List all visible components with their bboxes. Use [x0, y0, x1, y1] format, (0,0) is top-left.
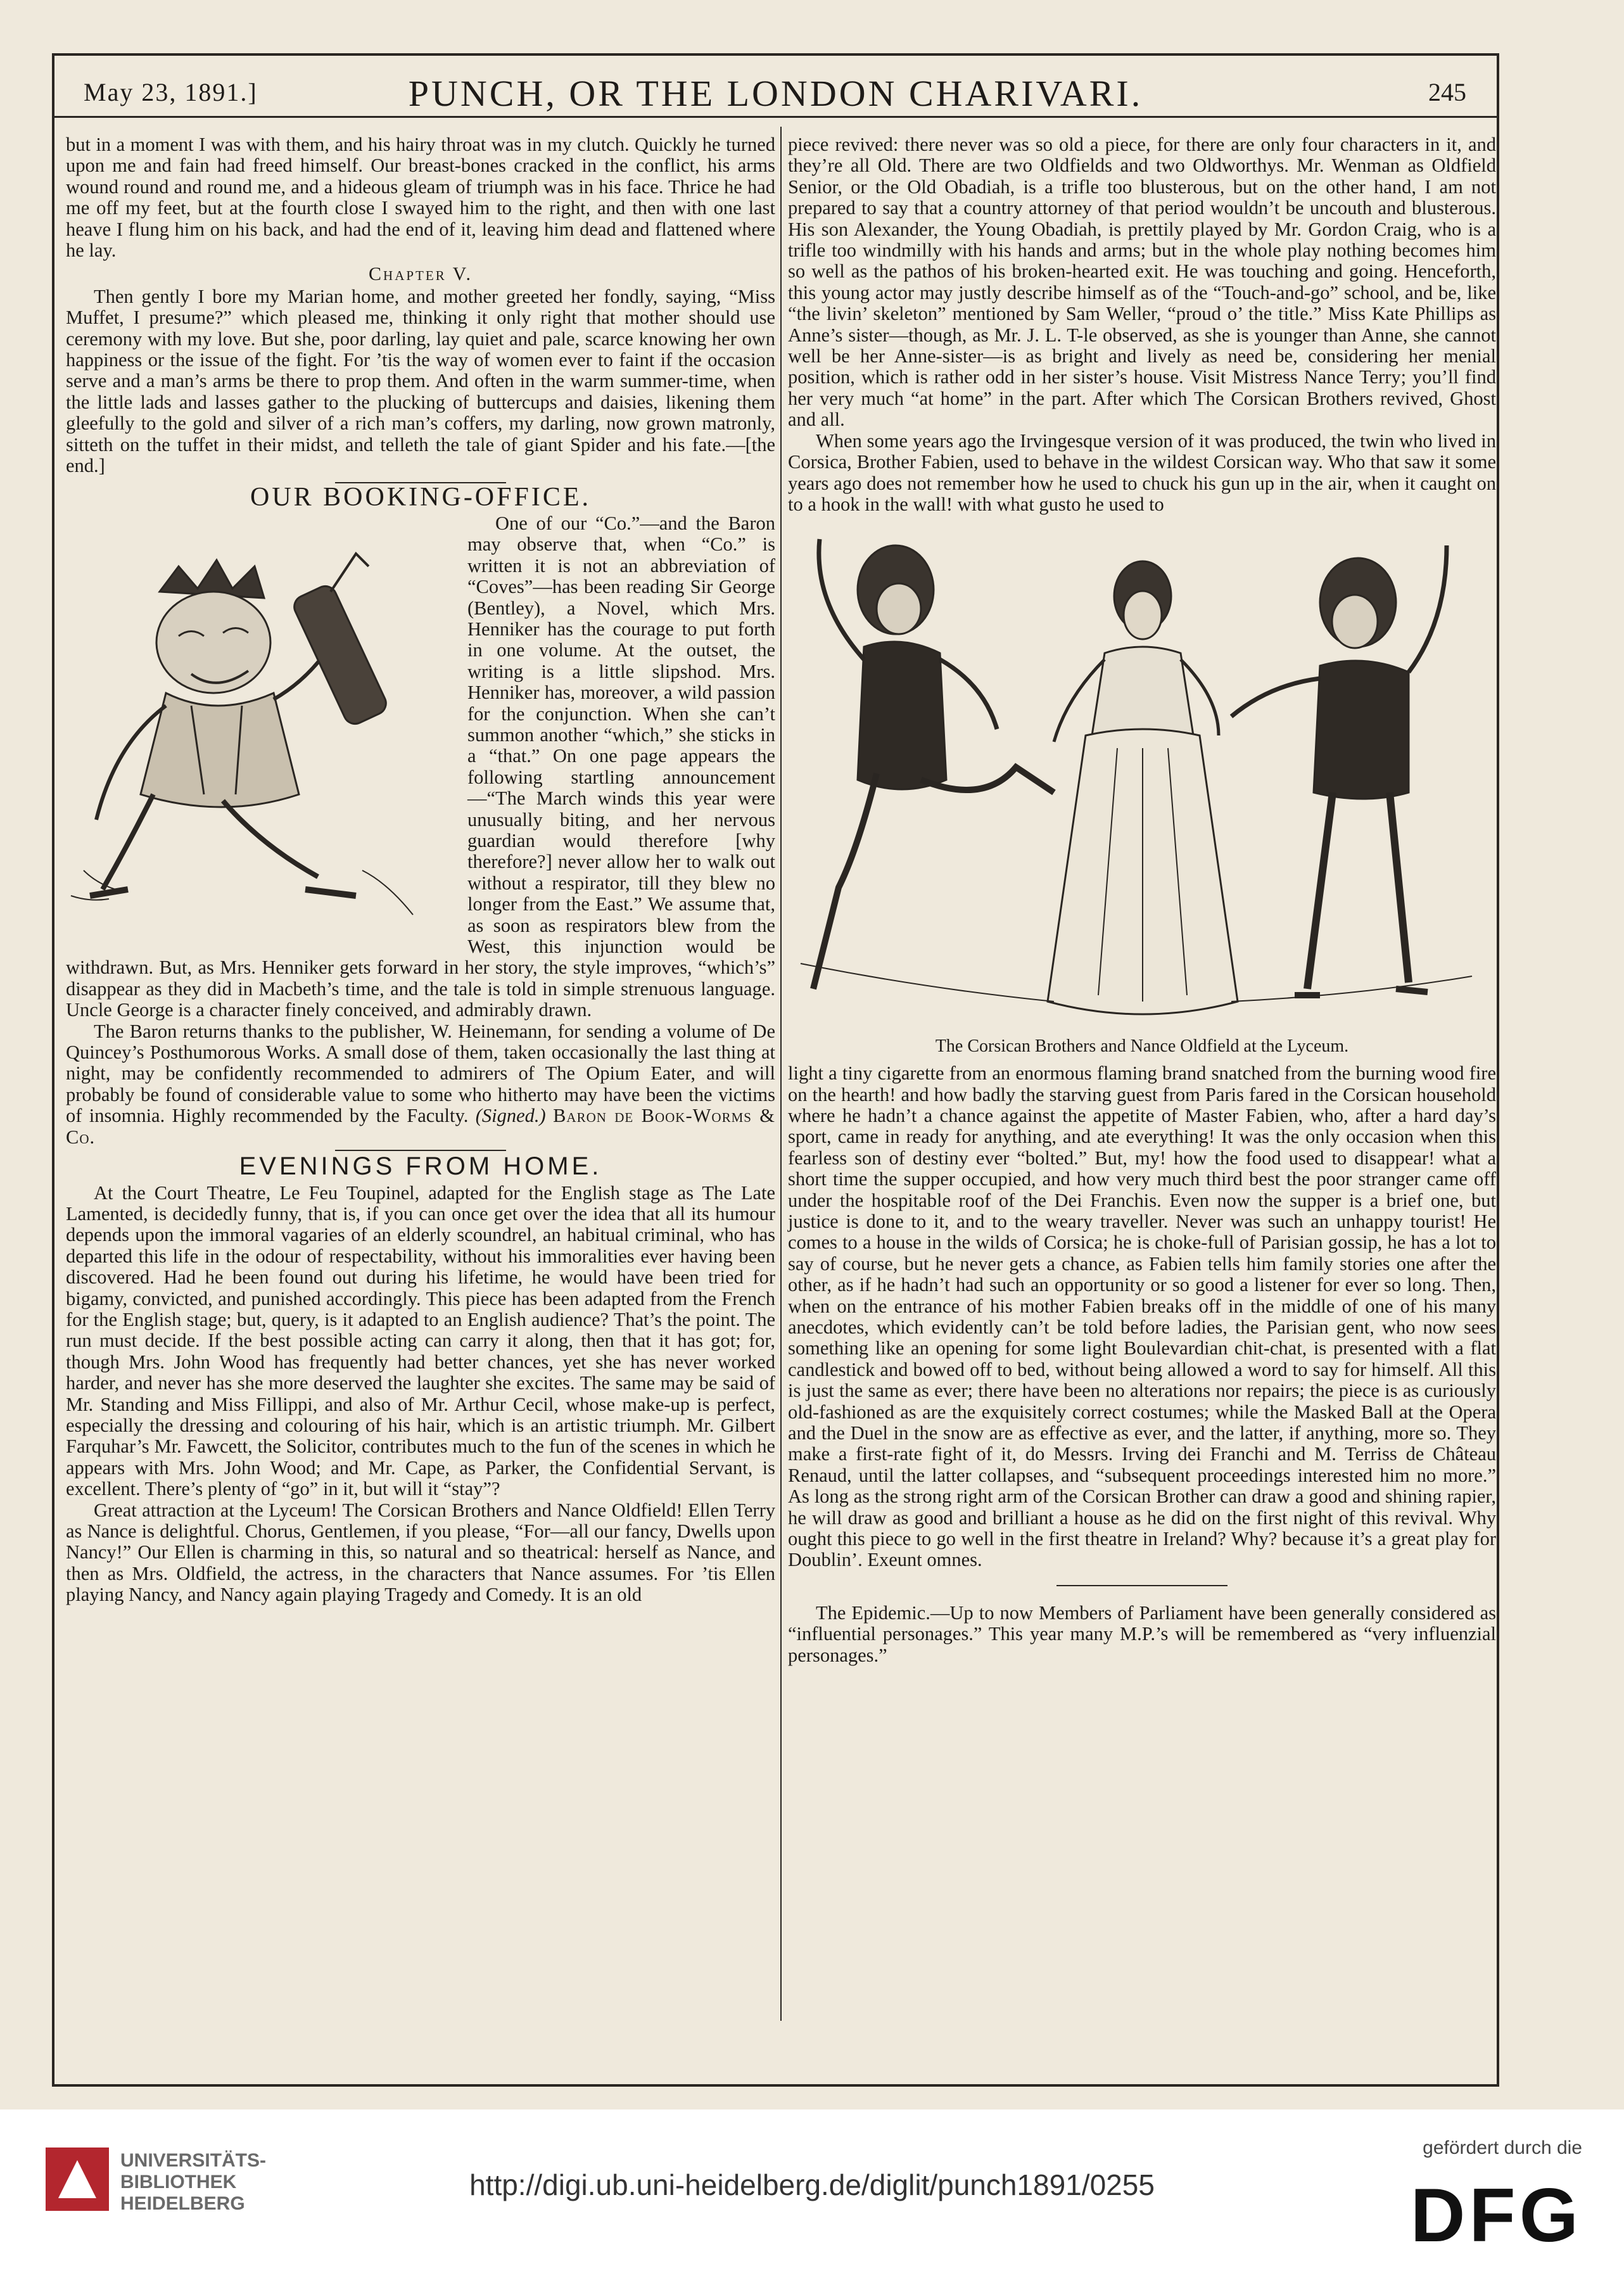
- section-rule: [1056, 1585, 1228, 1586]
- signed-label: (Signed.): [475, 1105, 546, 1127]
- evenings-heading: EVENINGS FROM HOME.: [239, 1152, 602, 1181]
- right-column: [788, 134, 1496, 1666]
- review-continuation: piece revived: there never was so old a piece, for there are only four characters in it, and they’re all Old. There are two Oldfields and two Oldworthys. Mr. Wenman as Oldfield Senior, or the Old Obadiah, is a trifle too blusterous, but on the other hand, I am not prepared to say that a country attorney of that period wouldn’t be uncouth and blusterous. His son Alexander, the Young Obadiah, is prettily played by Mr. Gordon Craig, who is a trifle too windmilly with his hands and arms; but in the whole play nothing becomes him so well as the pathos of his broken-hearted exit. He was touching and going. Henceforth, this young actor may justly describe himself as of the “Touch-and-go” school, and be, like “the livin’ skeleton” mentioned by Sam Weller, “proud o’ the title.” Miss Kate Phillips as Anne’s sister—though, as Mr. J. L. T-le observed, as she is younger than Anne, she cannot well be her Anne-sister—is as bright and lively as need be, considering her menial position, which is rather odd in her sister’s house. Visit Mistress Nance Terry; you’ll find her very much “at home” in the part. After which The Corsican Brothers revived, Ghost and all.: [788, 134, 1496, 431]
- corsican-paragraph: When some years ago the Irvingesque version of it was produced, the twin who lived in Corsica, Brother Fabien, used to behave in the wildest Corsican way. Who that saw it some years ago does not remember how he used to chuck his gun up in the air, when it caught on to a hook in the wall! with what gusto he used to: [788, 430, 1496, 515]
- lyceum-paragraph: Great attraction at the Lyceum! The Corsican Brothers and Nance Oldfield! Ellen Terry as Nance is delightful. Chorus, Gentlemen, if you please, “For—all our fancy, Dwells upon Nancy!” Our Ellen is charming in this, so natural and so theatrical: herself as Nance, and then as Mrs. Oldfield, the actress, in the characters that Nance assumes. For ’tis Ellen playing Nancy, and Nancy again playing Tragedy and Comedy. It is an old: [66, 1499, 775, 1606]
- corsican-brothers-illustration: [788, 520, 1491, 1027]
- section-rule: [335, 1150, 506, 1151]
- page-number: 245: [1428, 78, 1466, 106]
- dfg-logo-icon: DFG: [1410, 2173, 1582, 2258]
- corsican-continuation: light a tiny cigarette from an enormous flaming brand snatched from the burning wood fire on the hearth! and how badly the starving guest from Paris fared in the Corsican household where he hadn’t a chance against the appetite of Master Fabien, who, after a hard day’s sport, came in ready for anything, and ate everything! It was the only occasion when this fearless son of destiny ever “bolted.” But, my! how the food used to disappear! what a short time the supper occupied, and how very much third best the poor stranger came off under the hospitable roof of the Dei Franchis. Even now the supper is a brief one, but justice is done to it, and to the weary traveller. Never was such an unhappy tourist! He comes to a house in the wilds of Corsica; he is choke-full of Parisian gossip, he has a lot to say of course, but he never gets a chance, as Fabien tells him family stories one after the other, as if he hadn’t had such an opportunity or so good a listener for ever so long. Then, when on the entrance of his mother Fabien breaks off in the middle of one of his many anecdotes, which evidently can’t be told before ladies, the Parisian gent, who now sees something like an opening for some light Boulevardian chit-chat, is presented with a flat candlestick and bowed off to bed, without being allowed a word to say for himself. All this is just the same as ever; there have been no alterations nor repairs; the piece is as curiously old-fashioned as are the exquisitely correct costumes; while the Masked Ball at the Opera and the Duel in the snow are as effective as ever, and the latter, if anything, more so. They make a first-rate fight of it, do Messrs. Irving dei Franchi and M. Terriss de Château Renaud, until the latter collapses, and “subsequent proceedings interested him no more.” As long as the strong right arm of the Corsican Brother can draw a good and shining rapier, he will draw as good and brilliant a house as he did on the first night of this revival. Why ought this piece to go well in the first theatre in Ireland? Why? because it’s a great play for Doublin’. Exeunt omnes.: [788, 1062, 1496, 1571]
- baron-illustration: [65, 516, 457, 934]
- left-column: [66, 134, 775, 1606]
- source-url[interactable]: http://digi.ub.uni-heidelberg.de/diglit/punch1891/0255: [469, 2168, 1155, 2201]
- court-theatre-paragraph: At the Court Theatre, Le Feu Toupinel, adapted for the English stage as The Late Lamented, is decidedly funny, that is, if you can once get over the idea that all its humour depends upon the immoral vagaries of an elderly scoundrel, an habitual criminal, who has departed this life in the odour of respectability, without his immoralities ever having been discovered. Had he been found out during his lifetime, he would have been tried for bigamy, convicted, and punished accordingly. This piece has been adapted from the French for the English stage; but, query, is it adapted to an English audience? That’s the point. The run must decide. If the best possible acting can carry it along, then that it has got; for, though Mrs. John Wood has frequently had better chances, yet she has never worked harder, and never has she more deserved the laughter she excites. The same may be said of Mr. Standing and Miss Fillippi, and also of Mr. Arthur Cecil, whose make-up is perfect, especially the dressing and colouring of his hair, which is an artistic triumph. Mr. Gilbert Farquhar’s Mr. Fawcett, the Solicitor, contributes much to the fun of the scenes in which he appears with Mrs. John Wood; and Mr. Cape, as Parker, the Confidential Servant, is excellent. There’s plenty of “go” in it, but will it “stay”?: [66, 1181, 775, 1500]
- booking-office-heading: OUR BOOKING-OFFICE.: [250, 482, 592, 512]
- library-name-line-1: UNIVERSITÄTS-: [120, 2150, 267, 2171]
- baron-signature: Baron de Book-Worms & Co.: [66, 1105, 776, 1148]
- booking-thanks-text: The Baron returns thanks to the publisher, W. Heinemann, for sending a volume of De Quincey’s Posthumorous Works. A small dose of them, taken occasionally the last thing at night, may be confidently recommended to admirers of The Opium Eater, and will probably be found of considerable value to some who hitherto may have been the victims of insomnia. Highly recommended by the Faculty.: [66, 1020, 775, 1127]
- booking-thanks-paragraph: [66, 1021, 775, 1148]
- column-divider: [780, 127, 782, 2021]
- masthead-title: PUNCH, OR THE LONDON CHARIVARI.: [408, 73, 1143, 114]
- story-continuation: but in a moment I was with them, and his hairy throat was in my clutch. Quickly he turned upon me and fain had freed himself. Our breast-bones cracked in the conflict, his arms wound round and round me, and a hideous gleam of triumph was in his face. Thrice he had me off my feet, but at the fourth close I swayed him to the right, and then with one last heave I flung him on his back, and had the end of it, leaving him dead and flattened where he lay.: [66, 134, 775, 262]
- digitization-footer: [0, 2109, 1624, 2278]
- story-paragraph: Then gently I bore my Marian home, and mother greeted her fondly, saying, “Miss Muffet, I presume?” which pleased me, thinking it only right that mother should use ceremony with my love. But she, poor darling, lay quiet and pale, scarce knowing her own happiness or the issue of the fight. For ’tis the way of women ever to faint if the occasion serve and a man’s arms be there to prop them. And often in the warm summer-time, when the little lads and lasses gather to the plucking of buttercups and daisies, likening them gleefully to the gold and silver of a rich man’s coffers, my darling, now grown matronly, sitteth on the tuffet in their midst, and telleth the tale of giant Spider and his fate.—[the end.]: [66, 285, 775, 477]
- booking-review-paragraph: One of our “Co.”—and the Baron may observe that, when “Co.” is written it is not an abbreviation of “Coves”—has been reading Sir George (Bentley), a Novel, which Mrs. Henniker has the courage to put forth in one volume. At the outset, the writing is a little slipshod. Mrs. Henniker has, moreover, a wild passion for the conjunction. When she can’t summon another “which,” she sticks in a “that.” On one page appears the following startling announcement —“The March winds this year were unusually biting, and her nervous guardian would therefore [why therefore?] never allow her to walk out without a respirator, till they blew no longer from the East.” We assume that, as soon as respirators blew from the West, this injunction would be withdrawn. But, as Mrs. Henniker gets forward in her story, the style improves, “which’s” disappear as they did in Macbeth’s time, and the tale is told in simple strenuous language. Uncle George is a character finely conceived, and admirably drawn.: [66, 512, 775, 1021]
- page-header: [52, 68, 1499, 118]
- illustration-caption: The Corsican Brothers and Nance Oldfield at the Lyceum.: [935, 1036, 1349, 1056]
- funded-by-label: gefördert durch die: [1423, 2137, 1582, 2158]
- epidemic-paragraph: The Epidemic.—Up to now Members of Parliament have been generally considered as “influential personages.” This year many M.P.’s will be remembered as “very influenzial personages.”: [788, 1601, 1496, 1666]
- library-name-line-3: HEIDELBERG: [120, 2193, 245, 2214]
- issue-date: May 23, 1891.]: [84, 78, 258, 106]
- library-name-line-2: BIBLIOTHEK: [120, 2172, 237, 2192]
- chapter-heading: Chapter V.: [369, 264, 473, 285]
